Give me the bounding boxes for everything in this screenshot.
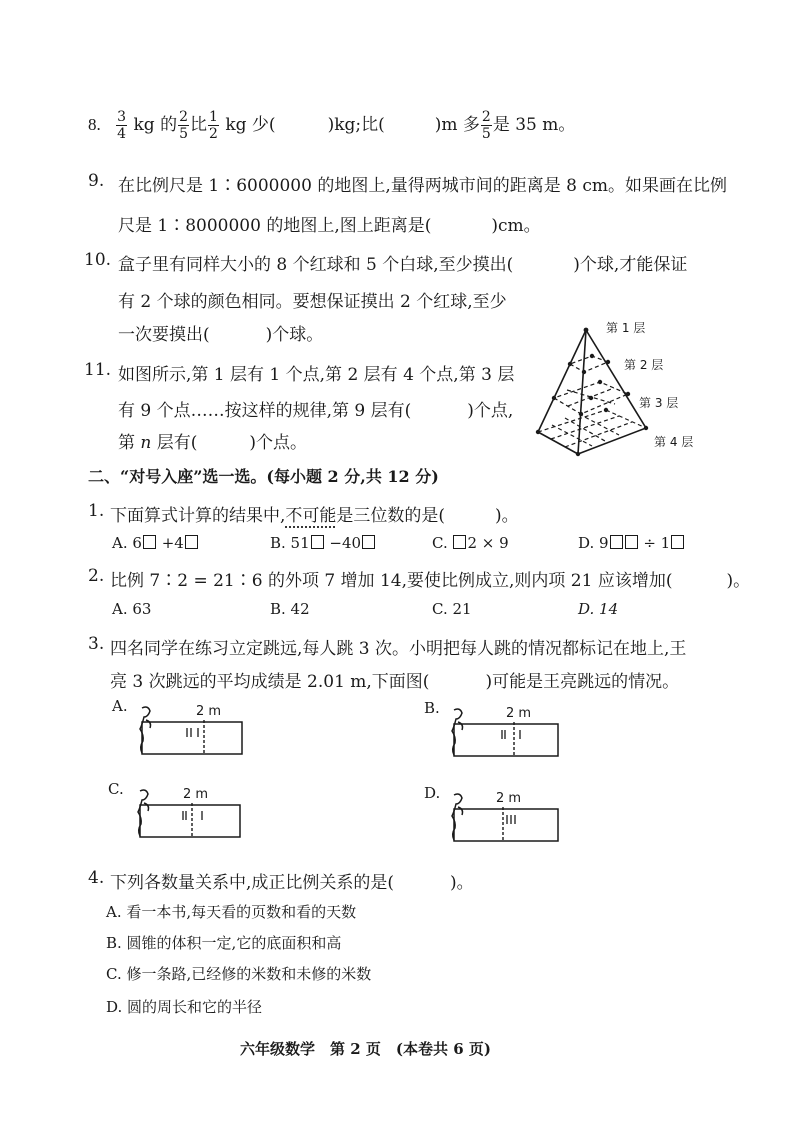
layer-label-2: 第 2 层 (624, 358, 664, 372)
choice-2-option-d[interactable]: D. 14 (578, 600, 619, 618)
choice-4-option-d[interactable]: D. 圆的周长和它的半径 (106, 998, 263, 1016)
question-10-line-1: 盒子里有同样大小的 8 个红球和 5 个白球,至少摸出( )个球,才能保证 (118, 255, 688, 275)
jump-option-d-label[interactable]: D. (424, 784, 441, 802)
choice-4-option-b[interactable]: B. 圆锥的体积一定,它的底面积和高 (106, 934, 342, 952)
choice-2-option-a[interactable]: A. 63 (112, 600, 152, 618)
jump-diagram-a[interactable] (128, 700, 248, 760)
choice-2-stem: 比例 7∶2 = 21∶6 的外项 7 增加 14,要使比例成立,则内项 21 应该增加( )。 (110, 571, 751, 591)
layer-label-3: 第 3 层 (639, 396, 679, 410)
blank-box (362, 535, 375, 549)
question-11-line-1: 如图所示,第 1 层有 1 个点,第 2 层有 4 个点,第 3 层 (118, 365, 515, 385)
blank-box (311, 535, 324, 549)
blank-box (453, 535, 466, 549)
jump-diagram-d[interactable] (440, 787, 564, 847)
question-9-line-1: 在比例尺是 1∶6000000 的地图上,量得两城市间的距离是 8 cm。如果画在比例 (118, 176, 728, 196)
jump-diagram-c[interactable] (126, 783, 246, 843)
blank-box (610, 535, 623, 549)
choice-2-number: 2. (88, 566, 105, 586)
pyramid-figure (528, 318, 708, 468)
question-8 (88, 110, 575, 141)
choice-4-stem: 下列各数量关系中,成正比例关系的是( )。 (110, 873, 474, 893)
choice-1-number: 1. (88, 501, 105, 521)
choice-1-stem: 下面算式计算的结果中,不可能是三位数的是( )。 (110, 506, 519, 526)
question-11-line-2: 有 9 个点……按这样的规律,第 9 层有( )个点, (118, 401, 514, 421)
text: )m 多 (434, 115, 480, 135)
distance-label: 2 m (196, 704, 222, 719)
text: kg 少( (225, 115, 276, 135)
text: 是 35 m。 (492, 115, 576, 135)
question-11-line-3: 第 n 层有( )个点。 (118, 433, 308, 453)
choice-2-option-b[interactable]: B. 42 (270, 600, 310, 618)
question-10-line-2: 有 2 个球的颜色相同。要想保证摸出 2 个红球,至少 (118, 292, 507, 312)
jump-option-c-label[interactable]: C. (108, 780, 124, 798)
question-11-number: 11. (84, 360, 112, 380)
distance-label: 2 m (183, 787, 209, 802)
choice-4-option-a[interactable]: A. 看一本书,每天看的页数和看的天数 (106, 903, 357, 921)
blank-box (625, 535, 638, 549)
jump-option-b-label[interactable]: B. (424, 699, 440, 717)
choice-4-number: 4. (88, 868, 105, 888)
fraction: $\frac{3}{4}$ (117, 109, 127, 142)
section-2-title: 二、“对号入座”选一选。(每小题 2 分,共 12 分) (88, 467, 439, 486)
choice-4-option-c[interactable]: C. 修一条路,已经修的米数和未修的米数 (106, 965, 372, 983)
blank-box (671, 535, 684, 549)
blank-box (185, 535, 198, 549)
question-10-line-3: 一次要摸出( )个球。 (118, 325, 324, 345)
choice-1-option-d[interactable]: D. 9 ÷ 1 (578, 534, 685, 552)
question-number: 8. (88, 115, 101, 134)
distance-label: 2 m (496, 791, 522, 806)
layer-label-1: 第 1 层 (606, 321, 646, 335)
choice-1-option-c[interactable]: C. 2 × 9 (432, 534, 509, 552)
choice-3-line-1: 四名同学在练习立定跳远,每人跳 3 次。小明把每人跳的情况都标记在地上,王 (110, 639, 687, 659)
jump-diagram-b[interactable] (440, 702, 564, 762)
text: kg 的 (133, 115, 178, 135)
choice-3-line-2: 亮 3 次跳远的平均成绩是 2.01 m,下面图( )可能是王亮跳远的情况。 (110, 672, 680, 692)
choice-1-option-a[interactable]: A. 6 +4 (112, 534, 199, 552)
layer-label-4: 第 4 层 (654, 435, 694, 449)
text: 比 (190, 115, 207, 135)
fraction: $\frac{1}{2}$ (209, 109, 218, 142)
fraction: $\frac{2}{5}$ (179, 109, 188, 142)
question-9-number: 9. (88, 171, 105, 191)
choice-1-option-b[interactable]: B. 51 −40 (270, 534, 376, 552)
choice-2-option-c[interactable]: C. 21 (432, 600, 472, 618)
page-footer: 六年级数学 第 2 页 (本卷共 6 页) (240, 1040, 491, 1058)
emphasis-not-possible: 不可能 (285, 506, 337, 526)
fraction: $\frac{2}{5}$ (481, 109, 491, 142)
blank-box (143, 535, 156, 549)
distance-label: 2 m (506, 706, 532, 721)
choice-3-number: 3. (88, 634, 105, 654)
jump-option-a-label[interactable]: A. (112, 697, 128, 715)
question-9-line-2: 尺是 1∶8000000 的地图上,图上距离是( )cm。 (118, 216, 541, 236)
question-10-number: 10. (84, 250, 112, 270)
text: )kg;比( (327, 115, 385, 135)
